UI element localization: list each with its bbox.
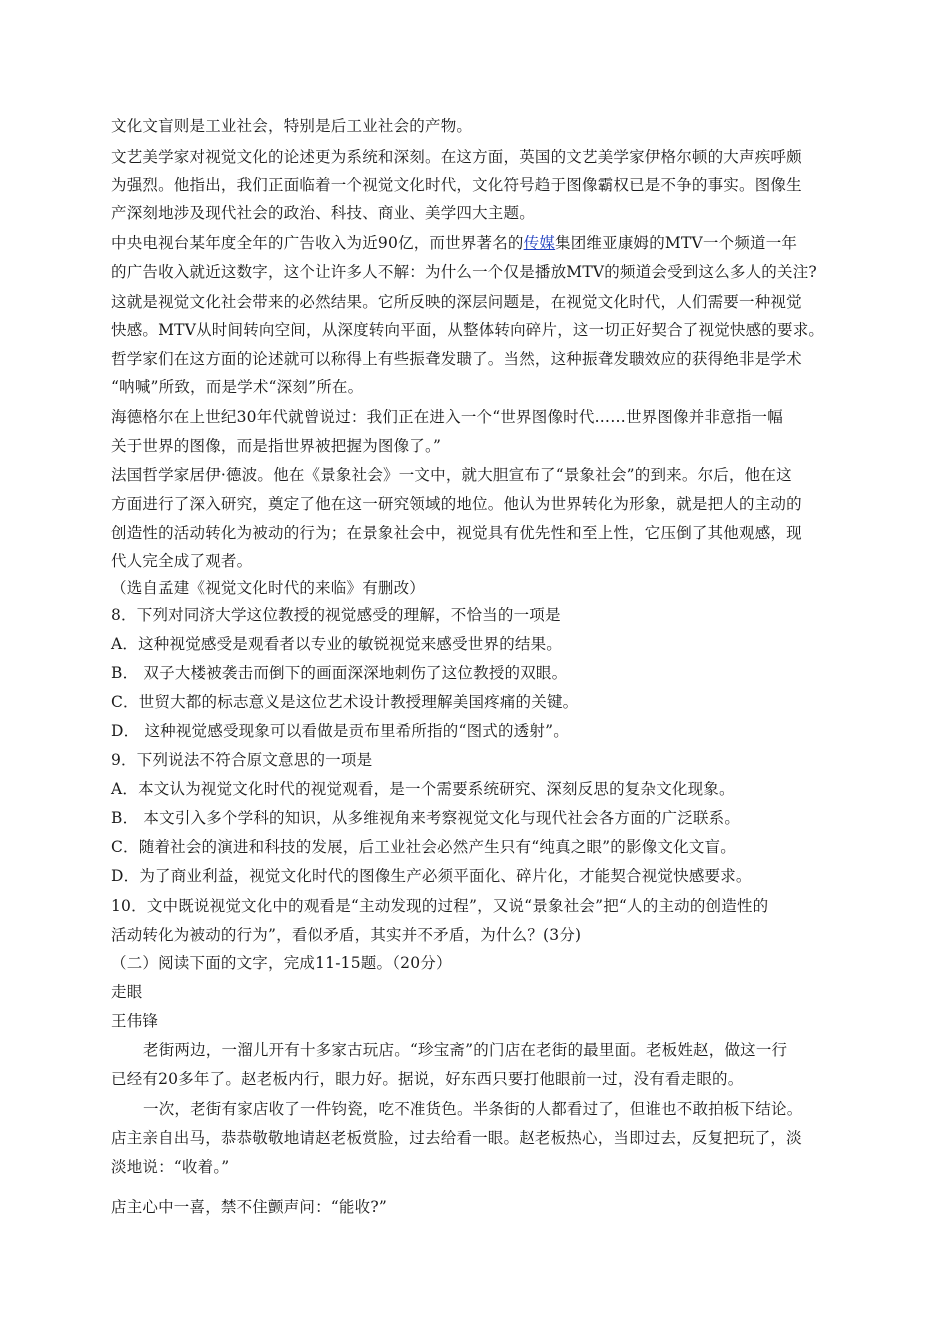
question-10: 10．文中既说视觉文化中的观看是“主动发现的过程”，又说“景象社会”把“人的主动的创造性的 [111,897,769,915]
option-a: A．本文认为视觉文化时代的视觉观看，是一个需要系统研究、深刻反思的复杂文化现象。 [111,780,735,798]
text-line: 海德格尔在上世纪30年代就曾说过：我们正在进入一个“世界图像时代……世界图像并非意指一幅 [111,408,783,426]
paragraph-start: 一次，老街有家店收了一件钧瓷，吃不准货色。半条街的人都看过了，但谁也不敢拍板下结论。 [143,1100,803,1118]
option-c: C．世贸大都的标志意义是这位艺术设计教授理解美国疼痛的关键。 [111,693,579,711]
text-line [111,233,797,253]
option-b: B． 本文引入多个学科的知识，从多维视角来考察视觉文化与现代社会各方面的广泛联系。 [111,809,741,827]
text-line: 关于世界的图像，而是指世界被把握为图像了。” [111,437,442,455]
text-segment: 中央电视台某年度全年的广告收入为近90亿，而世界著名的 [111,234,524,252]
text-line: 已经有20多年了。赵老板内行，眼力好。据说，好东西只要打他眼前一过，没有看走眼的。 [111,1070,744,1088]
text-line: 店主亲自出马，恭恭敬敬地请赵老板赏脸，过去给看一眼。赵老板热心，当即过去，反复把玩了，淡 [111,1129,802,1147]
text-line: 的广告收入就近这数字，这个让许多人不解：为什么一个仅是播放MTV的频道会受到这么多人的关注? [111,263,817,281]
option-c: C．随着社会的演进和科技的发展，后工业社会必然产生只有“纯真之眼”的影像文化文盲。 [111,838,736,856]
text-line: 方面进行了深入研究，奠定了他在这一研究领域的地位。他认为世界转化为形象，就是把人的主动的 [111,495,802,513]
option-d: D．为了商业利益，视觉文化时代的图像生产必须平面化、碎片化，才能契合视觉快感要求。 [111,867,752,885]
text-line: 代人完全成了观者。 [111,552,253,570]
text-segment: 集团维亚康姆的MTV一个频道一年 [555,234,798,252]
source-note: （选自孟建《视觉文化时代的来临》有删改） [111,579,426,597]
paragraph-start: 老街两边，一溜儿开有十多家古玩店。“珍宝斋”的门店在老街的最里面。老板姓赵，做这一行 [143,1041,788,1059]
text-line: “呐喊”所致，而是学术“深刻”所在。 [111,378,364,396]
text-line: 淡地说：“收着。” [111,1158,230,1176]
option-a: A．这种视觉感受是观看者以专业的敏锐视觉来感受世界的结果。 [111,635,562,653]
text-line: 这就是视觉文化社会带来的必然结果。它所反映的深层问题是，在视觉文化时代，人们需要一种视觉 [111,293,802,311]
story-title: 走眼 [111,983,143,1001]
text-line: 文艺美学家对视觉文化的论述更为系统和深刻。在这方面，英国的文艺美学家伊格尔顿的大声疾呼颇 [111,148,802,166]
text-line: 为强烈。他指出，我们正面临着一个视觉文化时代，文化符号趋于图像霸权已是不争的事实。图像生 [111,176,802,194]
question-10-cont: 活动转化为被动的行为”，看似矛盾，其实并不矛盾，为什么？(3分) [111,926,582,944]
text-line: 创造性的活动转化为被动的行为；在景象社会中，视觉具有优先性和至上性，它压倒了其他观感，现 [111,524,802,542]
section-heading: （二）阅读下面的文字，完成11-15题。（20分） [111,954,452,972]
option-d: D． 这种视觉感受现象可以看做是贡布里希所指的“图式的透射”。 [111,722,569,740]
text-line: 法国哲学家居伊·德波。他在《景象社会》一文中，就大胆宣布了“景象社会”的到来。尔后，他在这 [111,466,792,484]
option-b: B． 双子大楼被袭击而倒下的画面深深地刺伤了这位教授的双眼。 [111,664,568,682]
text-line: 文化文盲则是工业社会，特别是后工业社会的产物。 [111,117,473,135]
text-line: 产深刻地涉及现代社会的政治、科技、商业、美学四大主题。 [111,204,535,222]
question-8: 8．下列对同济大学这位教授的视觉感受的理解，不恰当的一项是 [111,606,561,624]
text-line: 哲学家们在这方面的论述就可以称得上有些振聋发聩了。当然，这种振聋发聩效应的获得绝非是学术 [111,350,802,368]
text-line: 快感。MTV从时间转向空间，从深度转向平面，从整体转向碎片，这一切正好契合了视觉快感的要求。 [111,321,825,339]
media-link[interactable]: 传媒 [523,234,556,252]
story-author: 王伟锋 [111,1012,159,1030]
question-9: 9．下列说法不符合原文意思的一项是 [111,751,373,769]
text-line: 店主心中一喜，禁不住颤声问：“能收?” [111,1198,387,1216]
